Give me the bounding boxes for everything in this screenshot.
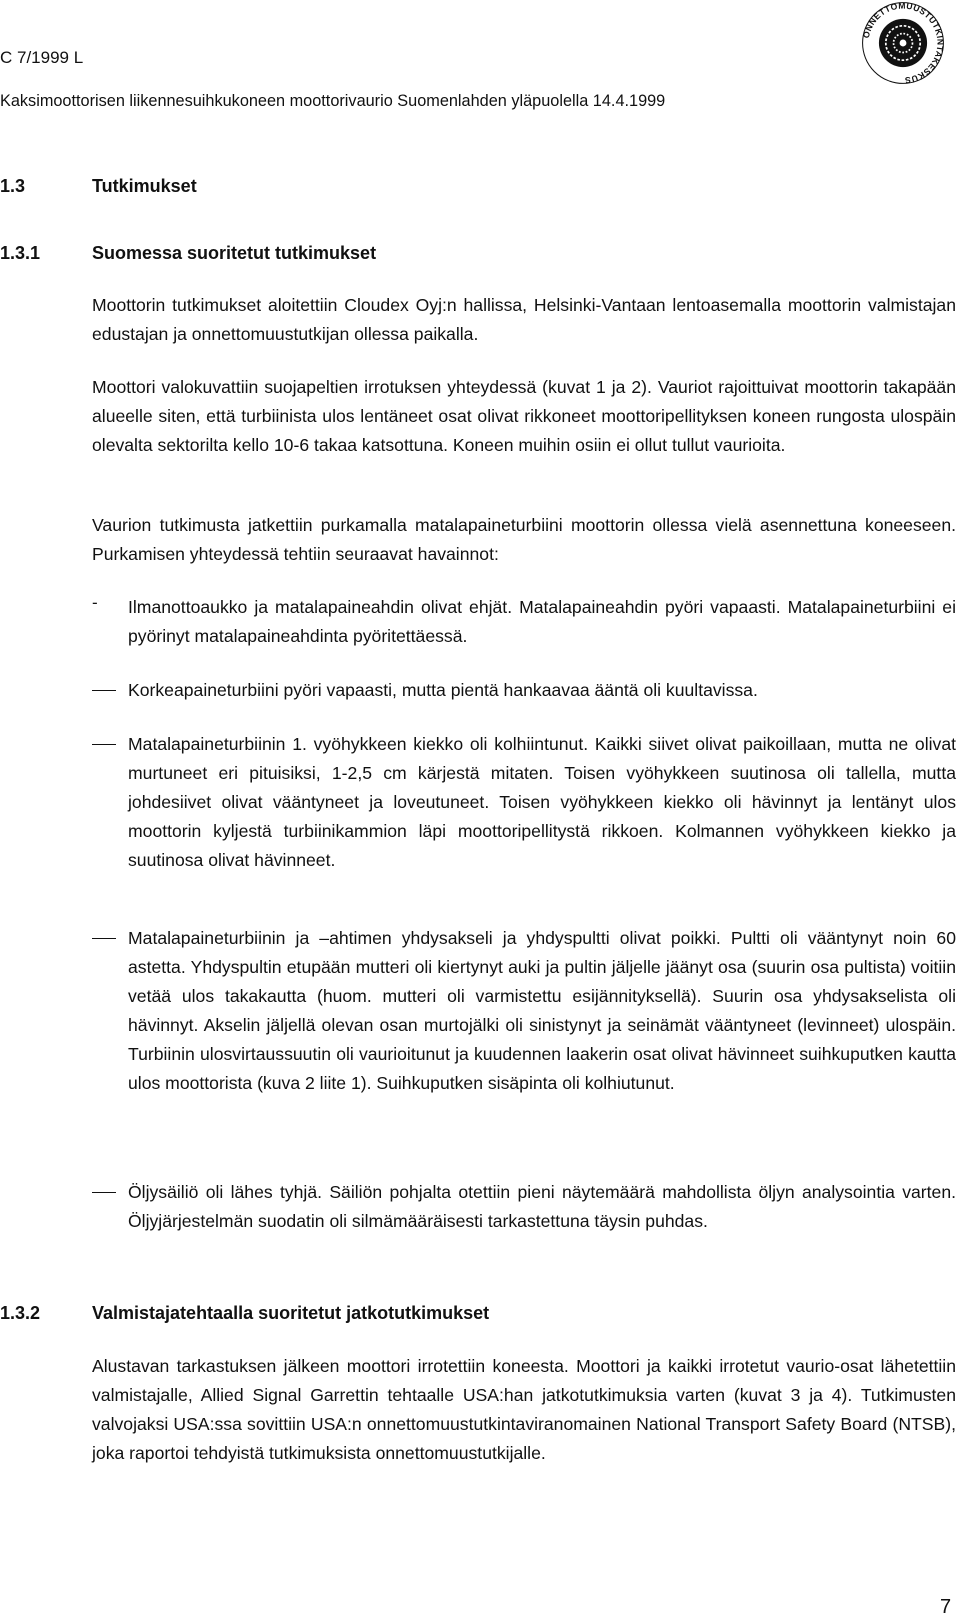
dash-bullet [92, 744, 116, 745]
paragraph-manufacturer-investigation: Alustavan tarkastuksen jälkeen moottori irrotettiin koneesta. Moottori ja kaikki irrotetut vaurio-osat lähetettiin valmistajalle, Allied Signal Garrettin tehtaalle USA:han jatkotutkimuksia varten (kuvat 3 ja 4). Tutkimusten valvojaksi USA:ssa sovittiin USA:n onnettomuustutkintaviranomainen National Transport Safety Board (NTSB), joka raportoi tehdyistä tutkimuksista onnettomuustutkijalle. [92, 1356, 956, 1463]
page-number: 7 [940, 1596, 952, 1618]
dash-bullet [92, 1192, 116, 1193]
logo-ring-text: ONNETTOMUUSTUTKINTAKESKUS [860, 0, 946, 86]
accident-investigation-board-logo [860, 0, 946, 86]
section-title: Suomessa suoritetut tutkimukset [92, 243, 377, 263]
finding-text: Ilmanottoaukko ja matalapaineahdin olivat ehjät. Matalapaineahdin pyöri vapaasti. Matalapaineturbiini ei pyörinyt matalapaineahdinta pyöritettäessä. [128, 597, 956, 646]
paragraph-disassembly: Vaurion tutkimusta jatkettiin purkamalla matalapaineturbiini moottorin ollessa vielä asennettuna koneeseen. Purkamisen yhteydessä tehtiin seuraavat havainnot: [92, 515, 956, 564]
report-title: Kaksimoottorisen liikennesuihkukoneen moottorivaurio Suomenlahden yläpuolella 14.4.1999 [0, 92, 666, 110]
section-number: 1.3.1 [0, 243, 41, 263]
finding-text: Matalapaineturbiinin 1. vyöhykkeen kiekko oli kolhiintunut. Kaikki siivet olivat paikoillaan, mutta ne olivat murtuneet eri pituisiksi, 1-2,5 cm kärjestä mitaten. Toisen vyöhykkeen suutinosa oli tallella, mutta johdesiivet olivat vääntyneet ja loveutuneet. Toisen vyöhykkeen kiekko oli hävinnyt ja lentänyt ulos moottorin kyljestä turbiinikammion läpi moottoripellitystä rikkoen. Kolmannen vyöhykkeen kiekko ja suutinosa olivat hävinneet. [128, 734, 956, 870]
paragraph-investigation-start: Moottorin tutkimukset aloitettiin Cloudex Oyj:n hallissa, Helsinki-Vantaan lentoasemalla moottorin valmistajan edustajan ja onnettomuustutkijan ollessa paikalla. [92, 295, 956, 344]
paragraph-damage-description: Moottori valokuvattiin suojapeltien irrotuksen yhteydessä (kuvat 1 ja 2). Vauriot rajoittuivat moottorin takapään alueelle siten, että turbiinista ulos lentäneet osat olivat rikkoneet moottoripellityksen koneen rungosta ulospäin olevalta sektorilta kello 10-6 takaa katsottuna. Koneen muihin osiin ei ollut tullut vaurioita. [92, 377, 956, 455]
finding-text: Matalapaineturbiinin ja –ahtimen yhdysakseli ja yhdyspultti olivat poikki. Pultti oli vääntynyt noin 60 astetta. Yhdyspultin etupään mutteri oli kiertynyt auki ja pultin jäljelle jäänyt osa (suurin osa pultista) voitiin vetää ulos takakautta (huom. mutteri oli varmistettu esijännityksellä). Suurin osa yhdysakselista oli hävinnyt. Akselin jäljellä olevan osan murtojälki oli sinistynyt ja seinämät vääntyneet (levinneet) ulospäin. Turbiinin ulosvirtaussuutin oli vaurioitunut ja kuudennen laakerin osat olivat hävinneet suihkuputken kautta ulos moottorista (kuva 2 liite 1). Suihkuputken sisäpinta oli kolhiutunut. [128, 928, 956, 1093]
section-title: Valmistajatehtaalla suoritetut jatkotutkimukset [92, 1303, 490, 1323]
dash-bullet [92, 690, 116, 691]
finding-text: Öljysäiliö oli lähes tyhjä. Säiliön pohjalta otettiin pieni näytemäärä mahdollista öljyn analysointia varten. Öljyjärjestelmän suodatin oli silmämääräisesti tarkastettuna täysin puhdas. [128, 1182, 956, 1231]
section-number: 1.3 [0, 176, 26, 196]
hyphen-bullet: - [92, 593, 98, 612]
section-number: 1.3.2 [0, 1303, 41, 1323]
dash-bullet [92, 938, 116, 939]
report-code: C 7/1999 L [0, 48, 84, 67]
section-title: Tutkimukset [92, 176, 197, 196]
finding-text: Korkeapaineturbiini pyöri vapaasti, mutta pientä hankaavaa ääntä oli kuultavissa. [128, 680, 758, 700]
